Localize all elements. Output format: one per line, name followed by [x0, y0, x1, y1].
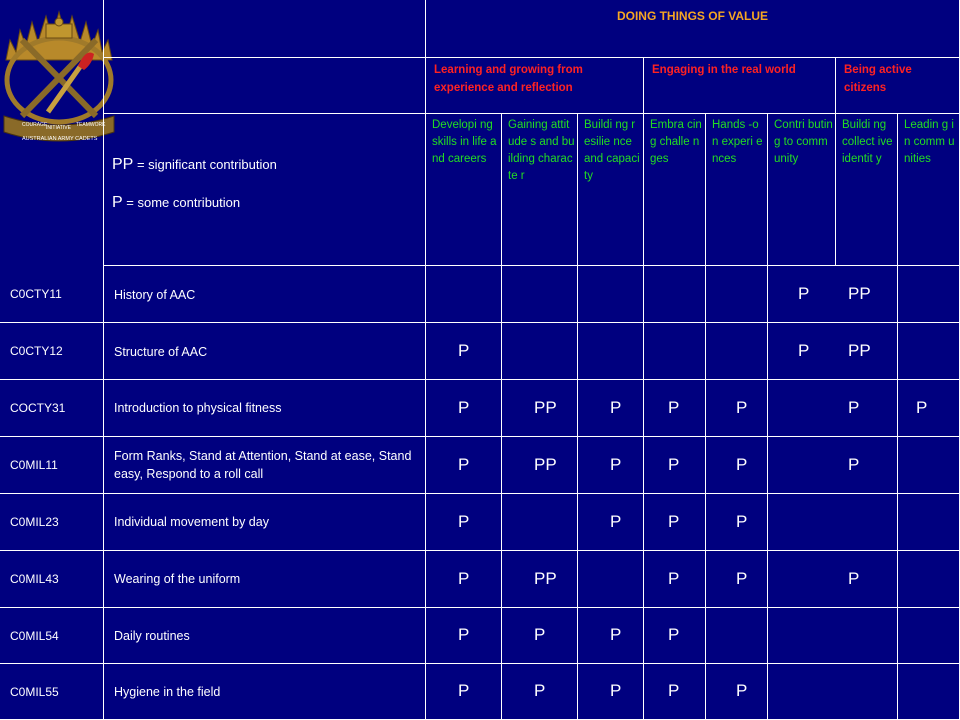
subcol-label: Gaining attitude s and building characte r: [508, 119, 575, 182]
contribution-mark: P: [736, 681, 748, 700]
mark-cell: [768, 437, 836, 494]
desc-cell: [104, 266, 426, 323]
unit-description: Individual movement by day: [114, 515, 269, 529]
contribution-mark: P: [610, 512, 622, 531]
unit-description: Introduction to physical fitness: [114, 401, 282, 415]
code-cell: [0, 494, 104, 551]
mark-cell: [768, 380, 836, 437]
contribution-mark: P: [458, 569, 470, 588]
contribution-mark: P: [458, 398, 470, 417]
subcol-label: Leadin g in comm unities: [904, 119, 955, 165]
contribution-mark: P: [736, 569, 748, 588]
mark-cell: [706, 266, 768, 323]
contribution-mark: P: [916, 398, 928, 417]
mark-cell: [768, 266, 836, 323]
header-blank-mid-2: [104, 58, 426, 114]
unit-code: COCTY31: [10, 401, 66, 415]
unit-code: C0MIL23: [10, 515, 59, 529]
unit-description: Structure of AAC: [114, 345, 208, 359]
legend-pp-symbol: PP: [112, 156, 134, 173]
group-label: Learning and growing from experience and reflection: [434, 64, 583, 94]
mark-cell: [502, 664, 578, 720]
badge-text-initiative: INITIATIVE: [46, 125, 71, 131]
group-label: Engaging in the real world: [652, 64, 796, 76]
code-cell: [0, 664, 104, 720]
contribution-mark: P: [736, 512, 748, 531]
mark-cell: [426, 608, 502, 664]
mark-cell: [836, 323, 898, 380]
mark-cell: [706, 494, 768, 551]
badge-text-courage: COURAGE: [22, 122, 48, 128]
legend-pp-text: = significant contribution: [136, 157, 277, 172]
code-cell: [0, 323, 104, 380]
legend-significant: [112, 156, 277, 174]
mark-cell: [644, 608, 706, 664]
unit-code: C0CTY12: [10, 344, 63, 358]
subcol-label: Hands -on experi ences: [712, 119, 763, 165]
mark-cell: [768, 664, 836, 720]
header-blank-left: [0, 0, 104, 266]
contribution-mark: P: [610, 625, 622, 644]
mark-cell: [706, 437, 768, 494]
mark-cell: [644, 266, 706, 323]
subcol-label: Buildi ng collect ive identit y: [842, 119, 893, 165]
mark-cell: [578, 494, 644, 551]
contribution-mark: P: [458, 455, 470, 474]
mark-cell: [426, 437, 502, 494]
subcol-header-8: [898, 114, 960, 266]
header-blank-mid-1: [104, 0, 426, 58]
mark-cell: [706, 380, 768, 437]
mark-cell: [706, 664, 768, 720]
unit-code: C0MIL43: [10, 572, 59, 586]
mark-cell: [898, 266, 960, 323]
mark-cell: [644, 323, 706, 380]
contribution-mark: P: [668, 625, 680, 644]
unit-code: C0MIL54: [10, 629, 59, 643]
mark-cell: [898, 494, 960, 551]
contribution-mark: P: [668, 398, 680, 417]
mark-cell: [768, 323, 836, 380]
subcol-label: Contri buting to comm unity: [774, 119, 833, 165]
group-label: Being active citizens: [844, 64, 912, 94]
mark-cell: [768, 608, 836, 664]
mark-cell: [898, 380, 960, 437]
mark-cell: [426, 266, 502, 323]
contribution-mark: P: [848, 455, 860, 474]
desc-cell: [104, 664, 426, 720]
mark-cell: [426, 380, 502, 437]
mark-cell: [502, 494, 578, 551]
mark-cell: [836, 551, 898, 608]
contribution-mark: PP: [848, 341, 871, 360]
contribution-mark: P: [458, 625, 470, 644]
desc-cell: [104, 323, 426, 380]
mark-cell: [836, 266, 898, 323]
code-cell: [0, 266, 104, 323]
code-cell: [0, 437, 104, 494]
desc-cell: [104, 494, 426, 551]
mark-cell: [502, 380, 578, 437]
contribution-mark: P: [736, 455, 748, 474]
mark-cell: [578, 664, 644, 720]
mark-cell: [502, 266, 578, 323]
mark-cell: [898, 664, 960, 720]
mark-cell: [898, 437, 960, 494]
unit-description: History of AAC: [114, 288, 196, 302]
contribution-mark: P: [668, 569, 680, 588]
contribution-mark: P: [534, 625, 546, 644]
desc-cell: [104, 551, 426, 608]
contribution-mark: P: [610, 455, 622, 474]
unit-description: Wearing of the uniform: [114, 572, 241, 586]
mark-cell: [578, 266, 644, 323]
contribution-mark: PP: [534, 398, 557, 417]
group-header-engaging: [644, 58, 836, 114]
mark-cell: [644, 380, 706, 437]
contribution-mark: P: [798, 284, 810, 303]
legend-cell: [104, 114, 426, 266]
mark-cell: [578, 323, 644, 380]
unit-description: Form Ranks, Stand at Attention, Stand at ease, Stand easy, Respond to a roll call: [114, 449, 412, 481]
desc-cell: [104, 608, 426, 664]
contribution-mark: P: [458, 681, 470, 700]
desc-cell: [104, 437, 426, 494]
mark-cell: [578, 380, 644, 437]
header-title: DOING THINGS OF VALUE: [616, 9, 769, 23]
subcol-header-4: [644, 114, 706, 266]
contribution-mark: PP: [848, 284, 871, 303]
code-cell: [0, 551, 104, 608]
mark-cell: [426, 664, 502, 720]
contribution-mark: P: [848, 398, 860, 417]
subcol-header-7: [836, 114, 898, 266]
mark-cell: [502, 608, 578, 664]
unit-description: Hygiene in the field: [114, 685, 221, 699]
mark-cell: [836, 664, 898, 720]
mark-cell: [706, 551, 768, 608]
mark-cell: [578, 551, 644, 608]
mark-cell: [836, 437, 898, 494]
mark-cell: [578, 608, 644, 664]
unit-code: C0MIL55: [10, 685, 59, 699]
subcol-header-2: [502, 114, 578, 266]
subcol-header-3: [578, 114, 644, 266]
subcol-header-1: [426, 114, 502, 266]
contribution-mark: PP: [534, 455, 557, 474]
legend-p-symbol: P: [112, 194, 123, 211]
contribution-mark: P: [668, 455, 680, 474]
mark-cell: [644, 664, 706, 720]
code-cell: [0, 608, 104, 664]
mark-cell: [768, 494, 836, 551]
contribution-mark: P: [610, 398, 622, 417]
mark-cell: [426, 551, 502, 608]
mark-cell: [644, 437, 706, 494]
contribution-mark: P: [458, 341, 470, 360]
contribution-mark: P: [534, 681, 546, 700]
contribution-mark: P: [610, 681, 622, 700]
subcol-label: Buildi ng resilie nce and capaci ty: [584, 119, 640, 182]
contribution-mark: P: [458, 512, 470, 531]
mark-cell: [502, 551, 578, 608]
mark-cell: [836, 494, 898, 551]
contribution-mark: P: [736, 398, 748, 417]
badge-text-cadets: AUSTRALIAN ARMY CADETS: [22, 136, 98, 142]
subcol-header-5: [706, 114, 768, 266]
mark-cell: [644, 494, 706, 551]
mark-cell: [644, 551, 706, 608]
mark-cell: [706, 608, 768, 664]
contribution-mark: P: [668, 512, 680, 531]
contribution-mark: P: [668, 681, 680, 700]
unit-description: Daily routines: [114, 629, 190, 643]
header-title-cell: [426, 0, 960, 58]
contribution-mark: PP: [534, 569, 557, 588]
unit-code: C0CTY11: [10, 287, 62, 301]
mark-cell: [578, 437, 644, 494]
mark-cell: [898, 551, 960, 608]
group-header-citizens: [836, 58, 960, 114]
unit-code: C0MIL11: [10, 458, 58, 472]
badge-text-teamwork: TEAMWORK: [76, 122, 106, 128]
mark-cell: [706, 323, 768, 380]
mark-cell: [768, 551, 836, 608]
desc-cell: [104, 380, 426, 437]
subcol-label: Developi ng skills in life and careers: [432, 119, 497, 165]
mark-cell: [426, 323, 502, 380]
mark-cell: [426, 494, 502, 551]
contribution-mark: P: [798, 341, 810, 360]
group-header-learning: [426, 58, 644, 114]
mark-cell: [836, 608, 898, 664]
mark-cell: [898, 323, 960, 380]
mark-cell: [502, 323, 578, 380]
contribution-mark: P: [848, 569, 860, 588]
legend-p-text: = some contribution: [126, 195, 241, 210]
legend-some: [112, 194, 240, 212]
code-cell: [0, 380, 104, 437]
subcol-label: Embra cing challe nges: [650, 119, 702, 165]
mark-cell: [836, 380, 898, 437]
subcol-header-6: [768, 114, 836, 266]
mark-cell: [898, 608, 960, 664]
mark-cell: [502, 437, 578, 494]
